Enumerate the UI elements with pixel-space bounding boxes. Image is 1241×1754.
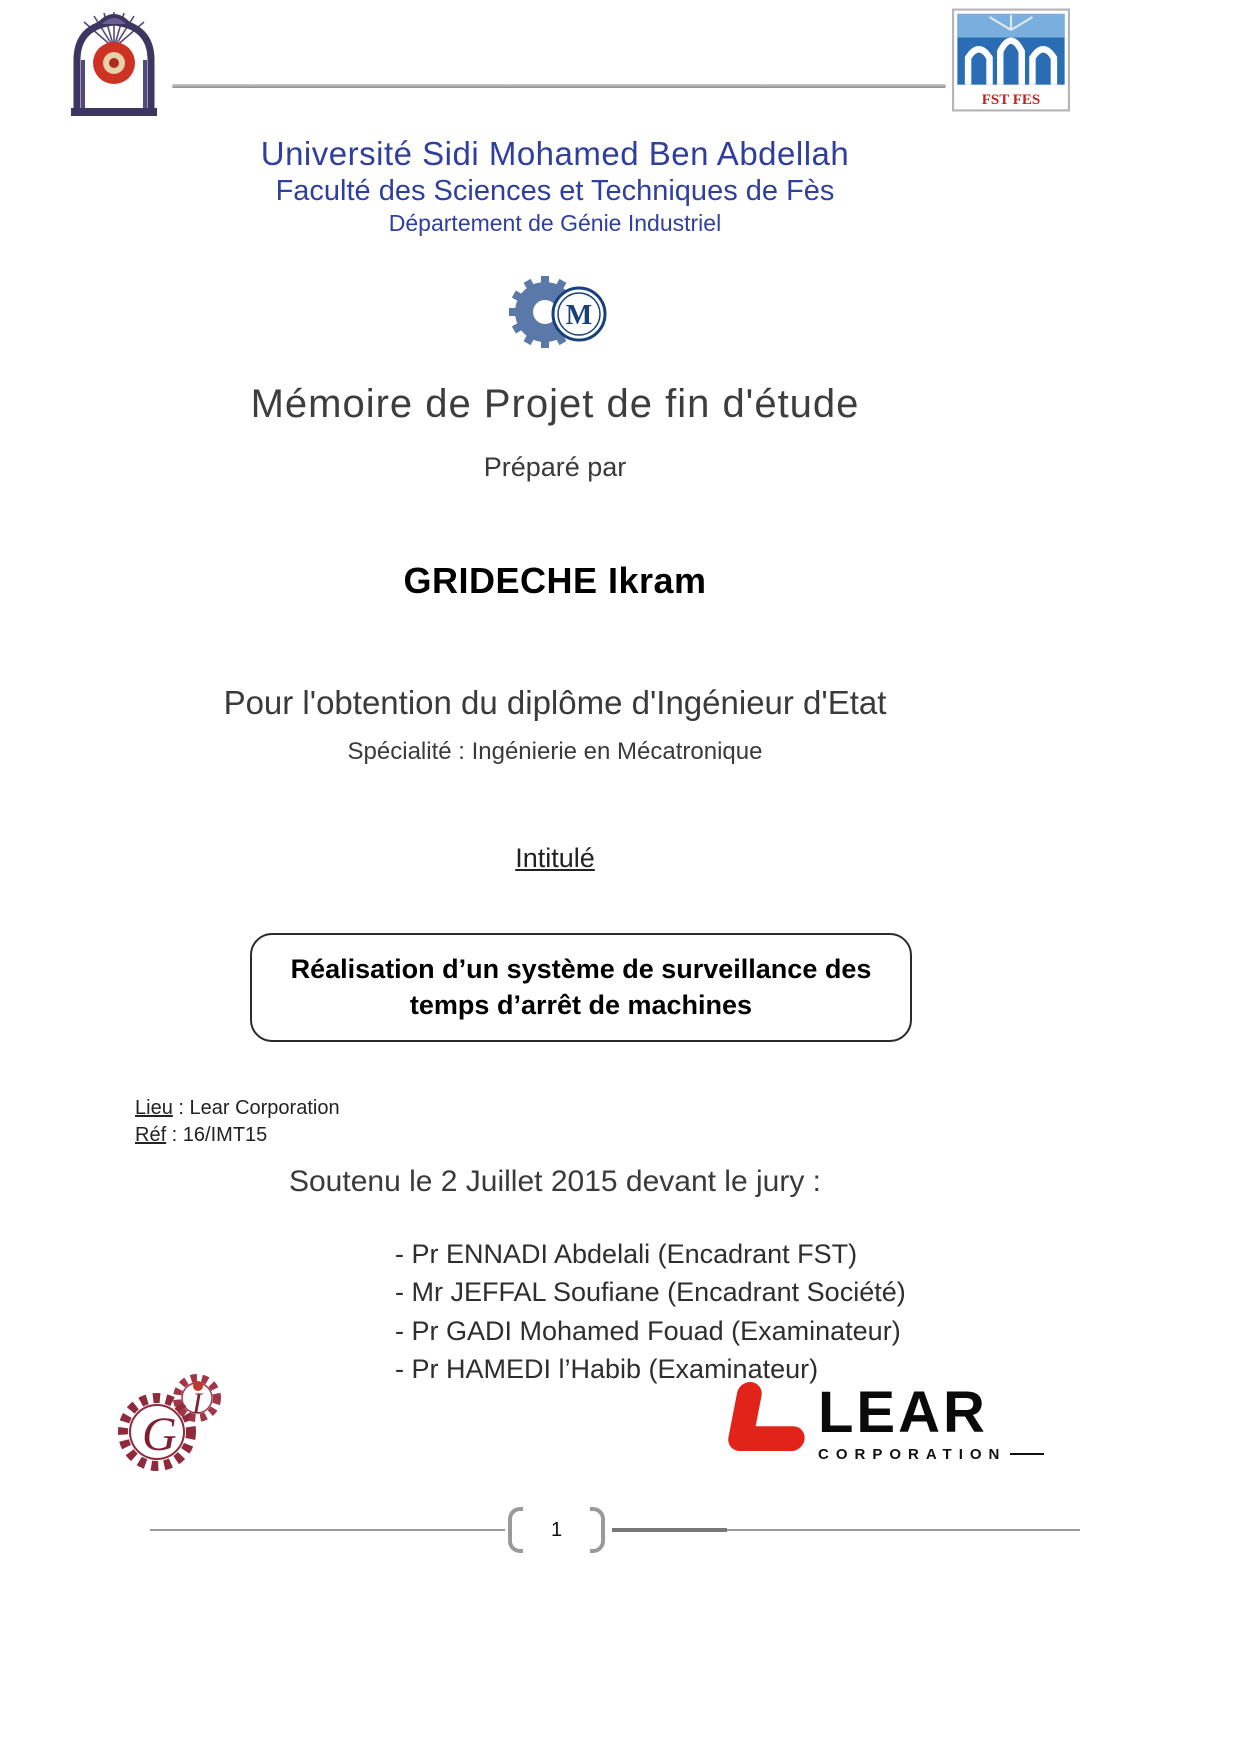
lear-subtitle-row <box>818 1446 1044 1463</box>
university-emblem-icon <box>58 8 170 120</box>
svg-text:I: I <box>192 1387 202 1420</box>
lear-corporation-logo <box>716 1378 1044 1468</box>
jury-member: - Pr HAMEDI l’Habib (Examinateur) <box>395 1353 819 1384</box>
author-name: GRIDECHE Ikram <box>403 560 707 601</box>
lieu-value: : Lear Corporation <box>172 1097 340 1119</box>
university-name: Université Sidi Mohamed Ben Abdellah <box>260 135 850 172</box>
svg-text:M: M <box>565 300 593 331</box>
gear-m-icon <box>495 262 625 362</box>
lear-subtitle: CORPORATION <box>818 1445 1007 1463</box>
fst-fes-icon <box>952 8 1070 112</box>
jury-member: - Pr GADI Mohamed Fouad (Examinateur) <box>395 1315 901 1346</box>
document-title: Mémoire de Projet de fin d'étude <box>250 382 860 426</box>
footer-line-accent <box>612 1528 727 1532</box>
department-gear-logo <box>495 262 625 362</box>
prepared-by-label: Préparé par <box>483 452 627 482</box>
lear-text-block <box>818 1379 1044 1463</box>
department-name: Département de Génie Industriel <box>388 210 722 236</box>
footer-line-left <box>150 1529 505 1531</box>
jury-list <box>395 1235 906 1388</box>
defense-line: Soutenu le 2 Juillet 2015 devant le jury : <box>288 1165 822 1198</box>
subject-line-1: Réalisation d’un système de surveillance des <box>290 954 872 984</box>
lieu-label: Lieu <box>135 1097 173 1119</box>
page-footer <box>0 1505 1241 1555</box>
fst-fes-logo <box>952 8 1070 112</box>
footer-bracket-right <box>590 1507 605 1553</box>
lear-subtitle-line <box>1010 1453 1044 1455</box>
meta-block <box>135 1095 340 1149</box>
lieu-line <box>135 1095 340 1122</box>
jury-member: - Pr ENNADI Abdelali (Encadrant FST) <box>395 1239 858 1269</box>
svg-text:FST FES: FST FES <box>981 91 1041 108</box>
gi-department-logo <box>112 1368 232 1478</box>
subject-box <box>250 933 912 1042</box>
subject-line-2: temps d’arrêt de machines <box>409 990 753 1021</box>
ref-line <box>135 1122 340 1149</box>
lear-wordmark: LEAR <box>818 1379 988 1445</box>
university-emblem-logo <box>58 8 170 120</box>
footer-bracket-left <box>508 1507 523 1553</box>
gi-gears-icon <box>112 1368 232 1478</box>
faculty-name: Faculté des Sciences et Techniques de Fès <box>275 175 835 207</box>
degree-line: Pour l'obtention du diplôme d'Ingénieur d'Etat <box>223 684 887 721</box>
intitule-label: Intitulé <box>515 843 595 873</box>
specialty-line: Spécialité : Ingénierie en Mécatronique <box>347 738 763 765</box>
jury-member: - Mr JEFFAL Soufiane (Encadrant Société) <box>395 1277 906 1308</box>
header-divider-line <box>172 84 946 88</box>
svg-text:G: G <box>142 1408 177 1461</box>
lear-l-icon <box>713 1378 811 1468</box>
page-number: 1 <box>550 1519 563 1541</box>
ref-value: : 16/IMT15 <box>166 1124 268 1146</box>
ref-label: Réf <box>135 1124 167 1146</box>
